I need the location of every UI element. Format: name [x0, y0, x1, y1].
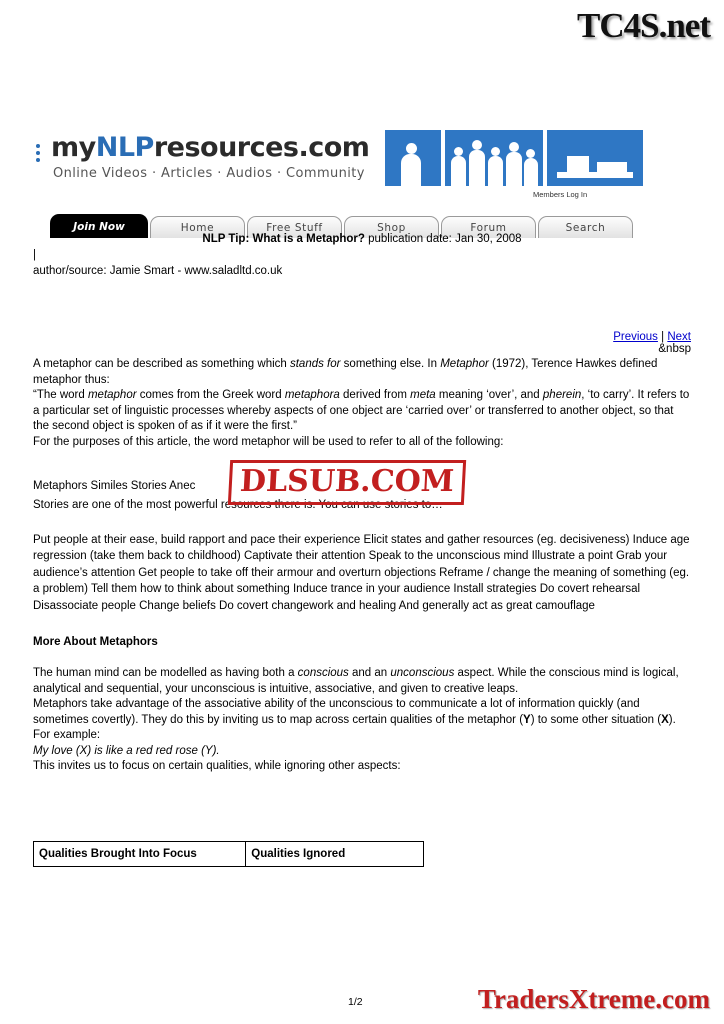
logo-dots-icon [36, 144, 48, 165]
paragraph-purposes: For the purposes of this article, the word metaphor will be used to refer to all of the following: [33, 435, 504, 448]
next-link[interactable]: Next [667, 331, 691, 343]
paragraph-mind-model [33, 666, 691, 697]
article-publication-date: publication date: Jan 30, 2008 [368, 233, 522, 245]
nav-item-join-now[interactable]: Join Now [50, 214, 148, 238]
quote-part-a: “The word [33, 389, 88, 401]
quote-part-e: , ‘to carry’. It refers to a particular set of linguistic processes whereby aspects of one object are ‘carried over’ or transferred to another object, so that the second object is spoken of as if it were the first.” [33, 389, 690, 432]
paragraph-quote [33, 388, 691, 435]
logo-nlp: NLP [95, 132, 154, 163]
p1-italic-stands-for: stands for [289, 358, 341, 370]
table-row [34, 841, 424, 866]
nav-item-search[interactable]: Search [538, 216, 633, 238]
quote-italic-pherein: pherein [542, 389, 582, 401]
paragraph-stories: Stories are one of the most powerful resources there is. You can use stories to… [33, 499, 443, 511]
nav-item-shop[interactable]: Shop [344, 216, 439, 238]
qualities-table [33, 841, 424, 867]
page-number: 1/2 [348, 996, 363, 1008]
p1-part-c: (1972), Terence Hawkes defined metaphor thus: [33, 358, 658, 386]
quote-part-b: comes from the Greek word [136, 389, 285, 401]
nav-item-forum[interactable]: Forum [441, 216, 536, 238]
example-sentence [33, 744, 691, 760]
quote-italic-metaphora: metaphora [284, 389, 340, 401]
quote-italic-metaphor: metaphor [87, 389, 137, 401]
logo-prefix: my [51, 132, 96, 163]
p5-bold-x: X [661, 713, 669, 726]
quote-italic-meta: meta [410, 389, 436, 401]
table-header-qualities-brought-into-focus: Qualities Brought Into Focus [34, 841, 246, 866]
article-title: NLP Tip: What is a Metaphor? [202, 233, 365, 245]
logo-suffix: resources.com [153, 132, 370, 163]
pipe-separator: | [33, 248, 36, 261]
p1-italic-metaphor-book: Metaphor [440, 358, 489, 370]
p5-bold-y: Y [523, 713, 531, 726]
article-title-line [33, 232, 691, 248]
banner-image-landscape-icon [547, 130, 643, 186]
benefits-list: Put people at their ease, build rapport and pace their experience Elicit states and gather resources (eg. decisiveness) Induce age regression (take them back to childhood) Captivate their attention Speak to the unconscious mind Illustrate a point Grab your audience’s attention Get people to take off their armour and overturn objections Reframe / change the meaning of something (eg. a problem) Tell them how to think about something Induce trance in your audience Install strategies Do covert rehearsal Disassociate people Change beliefs Do covert changework and healing And generally act as great camouflage [33, 533, 690, 612]
nav-item-home[interactable]: Home [150, 216, 245, 238]
section-heading-more-about-metaphors: More About Metaphors [33, 636, 158, 648]
tc4s-watermark: TC4S.net [577, 6, 710, 45]
quote-part-c: derived from [339, 389, 411, 401]
paragraph-mapping [33, 697, 691, 744]
article-author: author/source: Jamie Smart - www.saladltd.co.uk [33, 264, 283, 277]
article-pagination-links[interactable] [33, 331, 691, 343]
previous-link[interactable]: Previous [613, 331, 658, 343]
p1-part-a: A metaphor can be described as something which [33, 358, 290, 370]
link-separator: | [661, 331, 665, 343]
nbsp-text: &nbsp [658, 343, 691, 355]
banner-images [385, 130, 643, 186]
example-italic: My love (X) is like a red red rose (Y). [33, 744, 220, 757]
p1-part-b: something else. In [340, 358, 441, 370]
members-login-link[interactable]: Members Log In [533, 190, 588, 199]
p5-part-c: ). For example: [33, 713, 676, 741]
site-logo[interactable] [51, 132, 369, 163]
paragraph-definition [33, 357, 691, 388]
dlsub-watermark: DLSUB.COM [228, 460, 466, 505]
banner-image-group-icon [445, 130, 543, 186]
p4-italic-unconscious: unconscious [390, 667, 455, 679]
p4-part-a: The human mind can be modelled as having both a [33, 667, 298, 679]
site-tagline: Online Videos · Articles · Audios · Community [53, 166, 365, 181]
keywords-row [33, 464, 691, 499]
banner-image-person-icon [385, 130, 441, 186]
article-body [33, 232, 691, 867]
p5-part-b: ) to some other situation ( [530, 713, 662, 726]
nav-item-free-stuff[interactable]: Free Stuff [247, 216, 342, 238]
keywords-list: Metaphors Similes Stories Anec [33, 480, 196, 492]
table-header-qualities-ignored: Qualities Ignored [246, 841, 424, 866]
p5-part-a: Metaphors take advantage of the associative ability of the unconscious to communicate a lot of information quickly (and sometimes covertly). They do this by inviting us to map across certain qualities of the metaphor ( [33, 698, 640, 726]
p4-part-c: aspect. While the conscious mind is logical, analytical and sequential, your unconscious is intuitive, associative, and given to creative leaps. [33, 667, 679, 695]
quote-part-d: meaning ‘over’, and [435, 389, 543, 401]
paragraph-focus: This invites us to focus on certain qualities, while ignoring other aspects: [33, 760, 401, 772]
p4-italic-conscious: conscious [297, 667, 349, 679]
tradersxtreme-watermark: TradersXtreme.com [477, 984, 710, 1014]
p4-part-b: and an [348, 667, 391, 679]
